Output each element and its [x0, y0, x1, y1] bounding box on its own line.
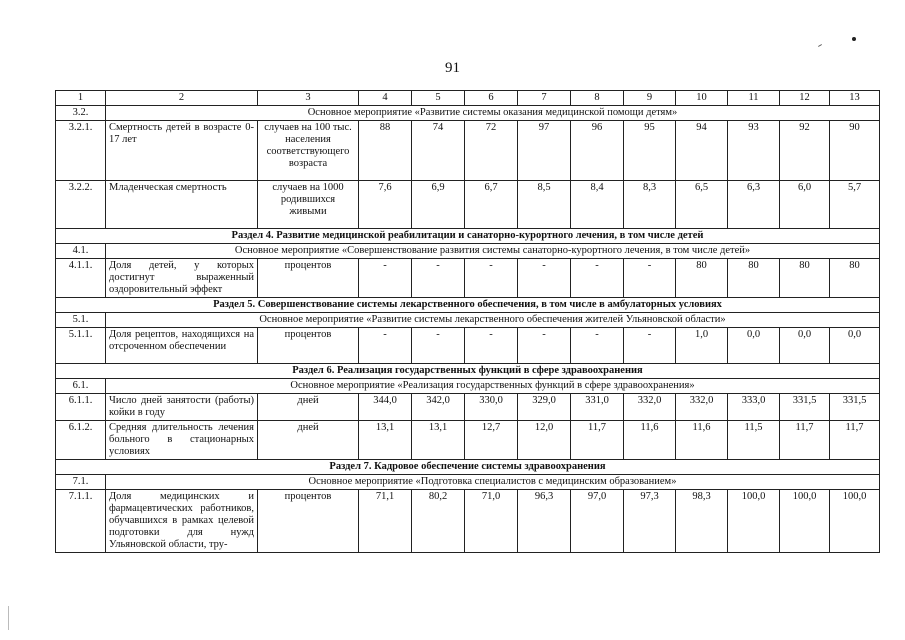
value-cell: 11,6 — [624, 421, 676, 460]
header-cell: 10 — [676, 91, 728, 106]
scan-edge-line — [8, 606, 9, 630]
header-cell: 1 — [56, 91, 106, 106]
value-cell: 100,0 — [780, 490, 830, 553]
value-cell: 6,0 — [780, 181, 830, 229]
indicator-name: Доля рецептов, находящихся на отсроченном обеспечении — [106, 328, 258, 364]
value-cell: 342,0 — [412, 394, 465, 421]
value-cell: 0,0 — [728, 328, 780, 364]
value-cell: - — [624, 259, 676, 298]
value-cell: 12,7 — [465, 421, 518, 460]
value-cell: 97 — [518, 121, 571, 181]
value-cell: 0,0 — [780, 328, 830, 364]
row-code: 6.1. — [56, 379, 106, 394]
event-row — [56, 379, 880, 394]
event-row — [56, 313, 880, 328]
indicator-row — [56, 421, 880, 460]
header-cell: 7 — [518, 91, 571, 106]
value-cell: 71,0 — [465, 490, 518, 553]
value-cell: 92 — [780, 121, 830, 181]
header-cell: 5 — [412, 91, 465, 106]
value-cell: 7,6 — [359, 181, 412, 229]
value-cell: 8,5 — [518, 181, 571, 229]
value-cell: - — [412, 328, 465, 364]
value-cell: 12,0 — [518, 421, 571, 460]
value-cell: 6,5 — [676, 181, 728, 229]
indicator-row — [56, 259, 880, 298]
header-cell: 4 — [359, 91, 412, 106]
indicator-unit: дней — [258, 421, 359, 460]
indicator-name: Младенческая смертность — [106, 181, 258, 229]
row-code: 4.1. — [56, 244, 106, 259]
row-code: 7.1. — [56, 475, 106, 490]
event-row — [56, 106, 880, 121]
section-row — [56, 298, 880, 313]
value-cell: 332,0 — [676, 394, 728, 421]
indicators-table — [55, 90, 880, 553]
section-title: Раздел 7. Кадровое обеспечение системы здравоохранения — [56, 460, 880, 475]
section-row — [56, 229, 880, 244]
value-cell: 8,3 — [624, 181, 676, 229]
value-cell: 330,0 — [465, 394, 518, 421]
value-cell: 97,3 — [624, 490, 676, 553]
value-cell: 11,6 — [676, 421, 728, 460]
section-row — [56, 364, 880, 379]
indicator-row — [56, 490, 880, 553]
value-cell: - — [624, 328, 676, 364]
event-title: Основное мероприятие «Совершенствование развития системы санаторно-курортного лечения, в том числе детей» — [106, 244, 880, 259]
indicator-unit: случаев на 1000 родившихся живыми — [258, 181, 359, 229]
value-cell: 96 — [571, 121, 624, 181]
value-cell: 13,1 — [359, 421, 412, 460]
value-cell: 80 — [830, 259, 880, 298]
indicator-name: Доля детей, у которых достигнут выраженный оздоровительный эффект — [106, 259, 258, 298]
value-cell: 331,0 — [571, 394, 624, 421]
value-cell: 333,0 — [728, 394, 780, 421]
indicator-unit: случаев на 100 тыс. населения соответствующего возраста — [258, 121, 359, 181]
event-title: Основное мероприятие «Развитие системы лекарственного обеспечения жителей Ульяновской области» — [106, 313, 880, 328]
indicator-unit: дней — [258, 394, 359, 421]
value-cell: - — [571, 328, 624, 364]
value-cell: 331,5 — [830, 394, 880, 421]
header-cell: 11 — [728, 91, 780, 106]
indicator-name: Доля медицинских и фармацевтических работников, обучавшихся в рамках целевой подготовки для нужд Ульяновской области, тру- — [106, 490, 258, 553]
event-row — [56, 244, 880, 259]
section-title: Раздел 5. Совершенствование системы лекарственного обеспечения, в том числе в амбулаторных условиях — [56, 298, 880, 313]
indicator-row — [56, 328, 880, 364]
value-cell: 80 — [728, 259, 780, 298]
value-cell: 100,0 — [728, 490, 780, 553]
value-cell: 11,5 — [728, 421, 780, 460]
header-cell: 12 — [780, 91, 830, 106]
value-cell: 80,2 — [412, 490, 465, 553]
table-wrapper — [55, 90, 880, 553]
value-cell: 94 — [676, 121, 728, 181]
header-cell: 3 — [258, 91, 359, 106]
value-cell: 72 — [465, 121, 518, 181]
value-cell: 331,5 — [780, 394, 830, 421]
row-code: 3.2. — [56, 106, 106, 121]
value-cell: 6,3 — [728, 181, 780, 229]
section-row — [56, 460, 880, 475]
value-cell: 96,3 — [518, 490, 571, 553]
value-cell: - — [571, 259, 624, 298]
value-cell: - — [359, 328, 412, 364]
header-cell: 6 — [465, 91, 518, 106]
value-cell: 332,0 — [624, 394, 676, 421]
value-cell: - — [518, 328, 571, 364]
indicator-name: Средняя длительность лечения больного в стационарных условиях — [106, 421, 258, 460]
value-cell: 344,0 — [359, 394, 412, 421]
value-cell: - — [412, 259, 465, 298]
value-cell: 11,7 — [780, 421, 830, 460]
table-body — [56, 91, 880, 553]
value-cell: 1,0 — [676, 328, 728, 364]
row-code: 5.1.1. — [56, 328, 106, 364]
indicator-unit: процентов — [258, 259, 359, 298]
row-code: 3.2.2. — [56, 181, 106, 229]
indicator-unit: процентов — [258, 328, 359, 364]
value-cell: 80 — [676, 259, 728, 298]
event-title: Основное мероприятие «Подготовка специалистов с медицинским образованием» — [106, 475, 880, 490]
event-title: Основное мероприятие «Развитие системы оказания медицинской помощи детям» — [106, 106, 880, 121]
value-cell: - — [465, 328, 518, 364]
value-cell: 97,0 — [571, 490, 624, 553]
value-cell: 0,0 — [830, 328, 880, 364]
value-cell: 8,4 — [571, 181, 624, 229]
value-cell: 11,7 — [571, 421, 624, 460]
value-cell: 71,1 — [359, 490, 412, 553]
indicator-row — [56, 394, 880, 421]
row-code: 6.1.2. — [56, 421, 106, 460]
event-title: Основное мероприятие «Реализация государственных функций в сфере здравоохранения» — [106, 379, 880, 394]
value-cell: 93 — [728, 121, 780, 181]
value-cell: - — [359, 259, 412, 298]
value-cell: 5,7 — [830, 181, 880, 229]
section-title: Раздел 4. Развитие медицинской реабилитации и санаторно-курортного лечения, в том числе детей — [56, 229, 880, 244]
value-cell: 100,0 — [830, 490, 880, 553]
scan-mark — [818, 44, 822, 47]
event-row — [56, 475, 880, 490]
indicator-unit: процентов — [258, 490, 359, 553]
row-code: 4.1.1. — [56, 259, 106, 298]
scan-speck — [852, 37, 856, 41]
indicator-row — [56, 121, 880, 181]
indicator-row — [56, 181, 880, 229]
header-cell: 8 — [571, 91, 624, 106]
row-code: 5.1. — [56, 313, 106, 328]
row-code: 7.1.1. — [56, 490, 106, 553]
value-cell: - — [518, 259, 571, 298]
value-cell: 88 — [359, 121, 412, 181]
header-cell: 2 — [106, 91, 258, 106]
value-cell: 329,0 — [518, 394, 571, 421]
value-cell: 13,1 — [412, 421, 465, 460]
value-cell: 95 — [624, 121, 676, 181]
indicator-name: Число дней занятости (работы) койки в году — [106, 394, 258, 421]
value-cell: 11,7 — [830, 421, 880, 460]
indicator-name: Смертность детей в возрасте 0-17 лет — [106, 121, 258, 181]
section-title: Раздел 6. Реализация государственных функций в сфере здравоохранения — [56, 364, 880, 379]
value-cell: - — [465, 259, 518, 298]
header-row — [56, 91, 880, 106]
value-cell: 74 — [412, 121, 465, 181]
page-number: 91 — [445, 60, 460, 76]
header-cell: 13 — [830, 91, 880, 106]
header-cell: 9 — [624, 91, 676, 106]
value-cell: 6,7 — [465, 181, 518, 229]
row-code: 6.1.1. — [56, 394, 106, 421]
value-cell: 90 — [830, 121, 880, 181]
value-cell: 98,3 — [676, 490, 728, 553]
value-cell: 6,9 — [412, 181, 465, 229]
value-cell: 80 — [780, 259, 830, 298]
row-code: 3.2.1. — [56, 121, 106, 181]
